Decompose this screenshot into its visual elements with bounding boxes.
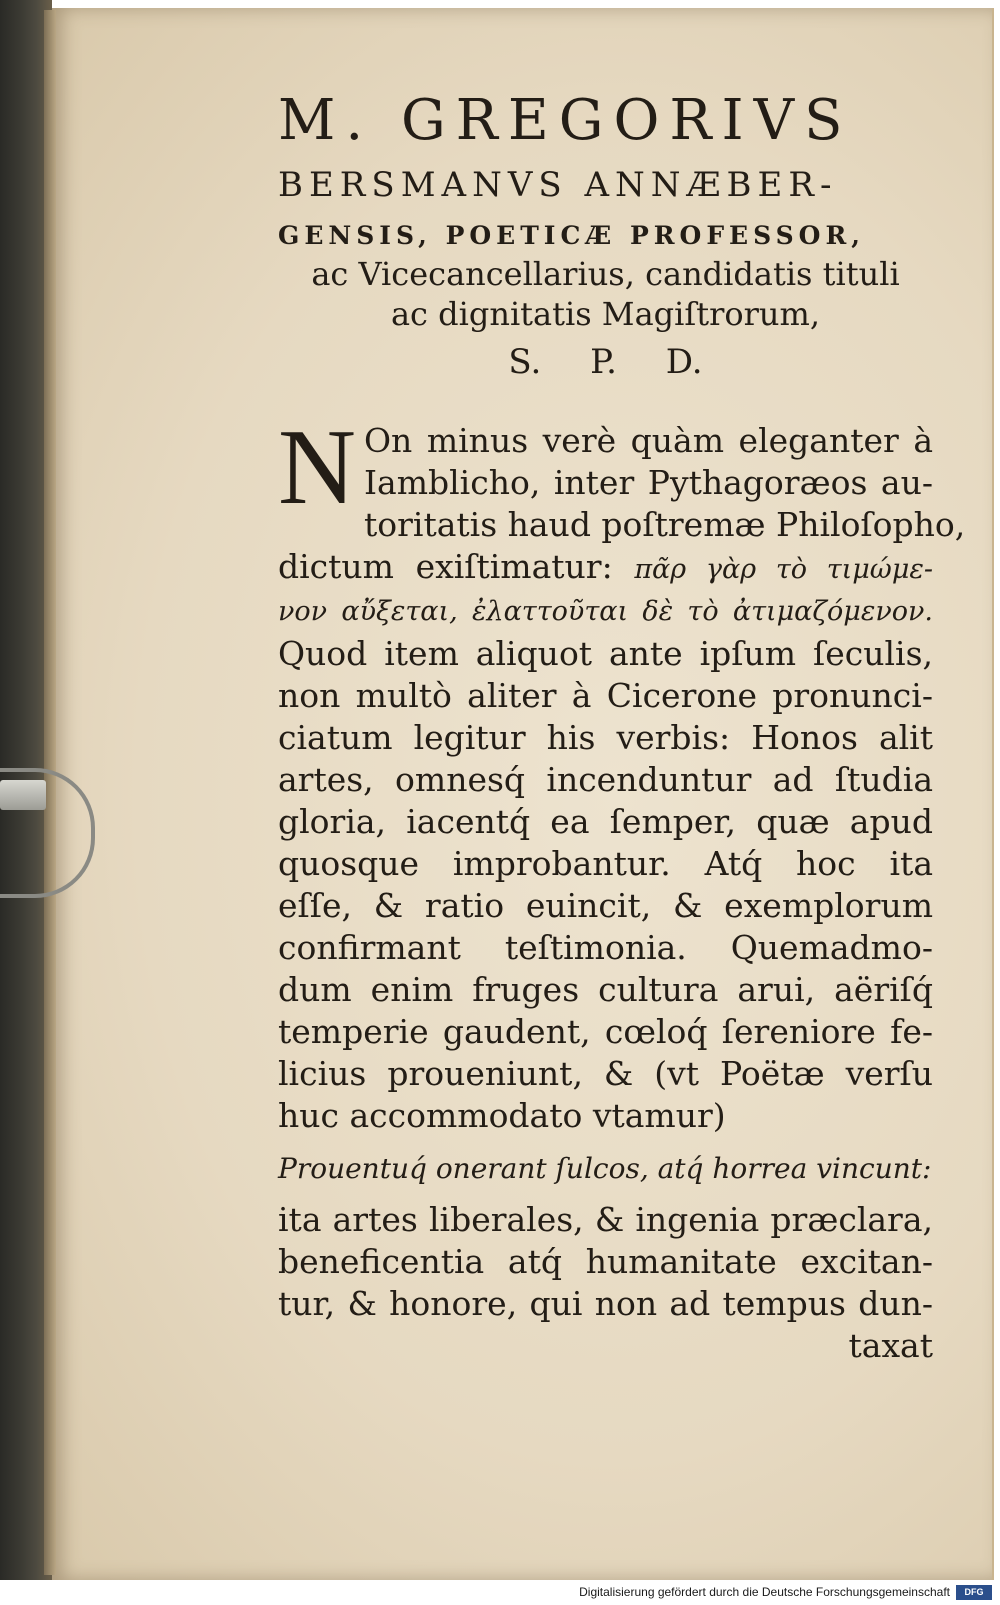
- body-line: Quod item aliquot ante ipſum ſeculis,: [278, 634, 933, 673]
- heading-line-5: ac dignitatis Magiſtrorum,: [390, 295, 821, 333]
- body-line: temperie gaudent, cœloq́ ſereniore fe-: [278, 1012, 933, 1051]
- heading-line-1: M. GREGORIVS: [278, 88, 853, 153]
- salutation: S. P. D.: [508, 342, 703, 382]
- digitization-footer: [0, 1580, 1000, 1605]
- body-line: toritatis haud poſtremæ Philoſopho,: [364, 505, 966, 544]
- heading-line-4: ac Vicecancellarius, candidatis tituli: [311, 255, 900, 293]
- body-line: licius proueniunt, & (vt Poëtæ verſu: [278, 1054, 933, 1093]
- footer-credit: Digitalisierung gefördert durch die Deutsche Forschungsgemeinschaft: [579, 1585, 950, 1599]
- heading-line-2: BERSMANVS ANNÆBER-: [278, 165, 838, 205]
- body-line: eſſe, & ratio euincit, & exemplorum: [278, 886, 933, 925]
- body-line: gloria, iacentq́ ea ſemper, quæ apud: [278, 802, 933, 841]
- dfg-logo: DFG: [956, 1585, 992, 1600]
- body-line: ciatum legitur his verbis: Honos alit: [278, 718, 933, 757]
- greek-quote-2: νον αὔξεται, ἐλαττοῦται δὲ τὸ ἀτιμαζόμενον.: [278, 596, 933, 627]
- heading-line-3: GENSIS, POETICÆ PROFESSOR,: [278, 221, 865, 250]
- body-text: [278, 408, 966, 1367]
- catchword: taxat: [848, 1326, 933, 1365]
- greek-quote-1: πᾶρ γὰρ τὸ τιμώμε-: [634, 554, 933, 585]
- body-line: On minus verè quàm eleganter à: [364, 421, 933, 460]
- body-line-with-greek: [278, 546, 933, 591]
- drop-capital: N: [278, 408, 356, 527]
- body-line: Iamblicho, inter Pythagoræos au-: [364, 463, 933, 502]
- body-line: ita artes liberales, & ingenia præclara,: [278, 1200, 933, 1239]
- body-line: beneficentia atq́ humanitate excitan-: [278, 1242, 933, 1281]
- body-line: non multò aliter à Cicerone pronunci-: [278, 676, 933, 715]
- body-line: tur, & honore, qui non ad tempus dun-: [278, 1284, 933, 1323]
- body-line: quosque improbantur. Atq́ hoc ita: [278, 844, 933, 883]
- body-line-text: dictum exiſtimatur:: [278, 547, 613, 586]
- page-text: [278, 88, 966, 1367]
- body-line: confirmant teſtimonia. Quemadmo-: [278, 928, 933, 967]
- body-line: artes, omnesq́ incenduntur ad ſtudia: [278, 760, 933, 799]
- body-line: dum enim fruges cultura arui, aëriſq́: [278, 970, 933, 1009]
- body-line: huc accommodato vtamur): [278, 1096, 726, 1135]
- verse-quote: Prouentuq́ onerant ſulcos, atq́ horrea vincunt:: [278, 1152, 932, 1185]
